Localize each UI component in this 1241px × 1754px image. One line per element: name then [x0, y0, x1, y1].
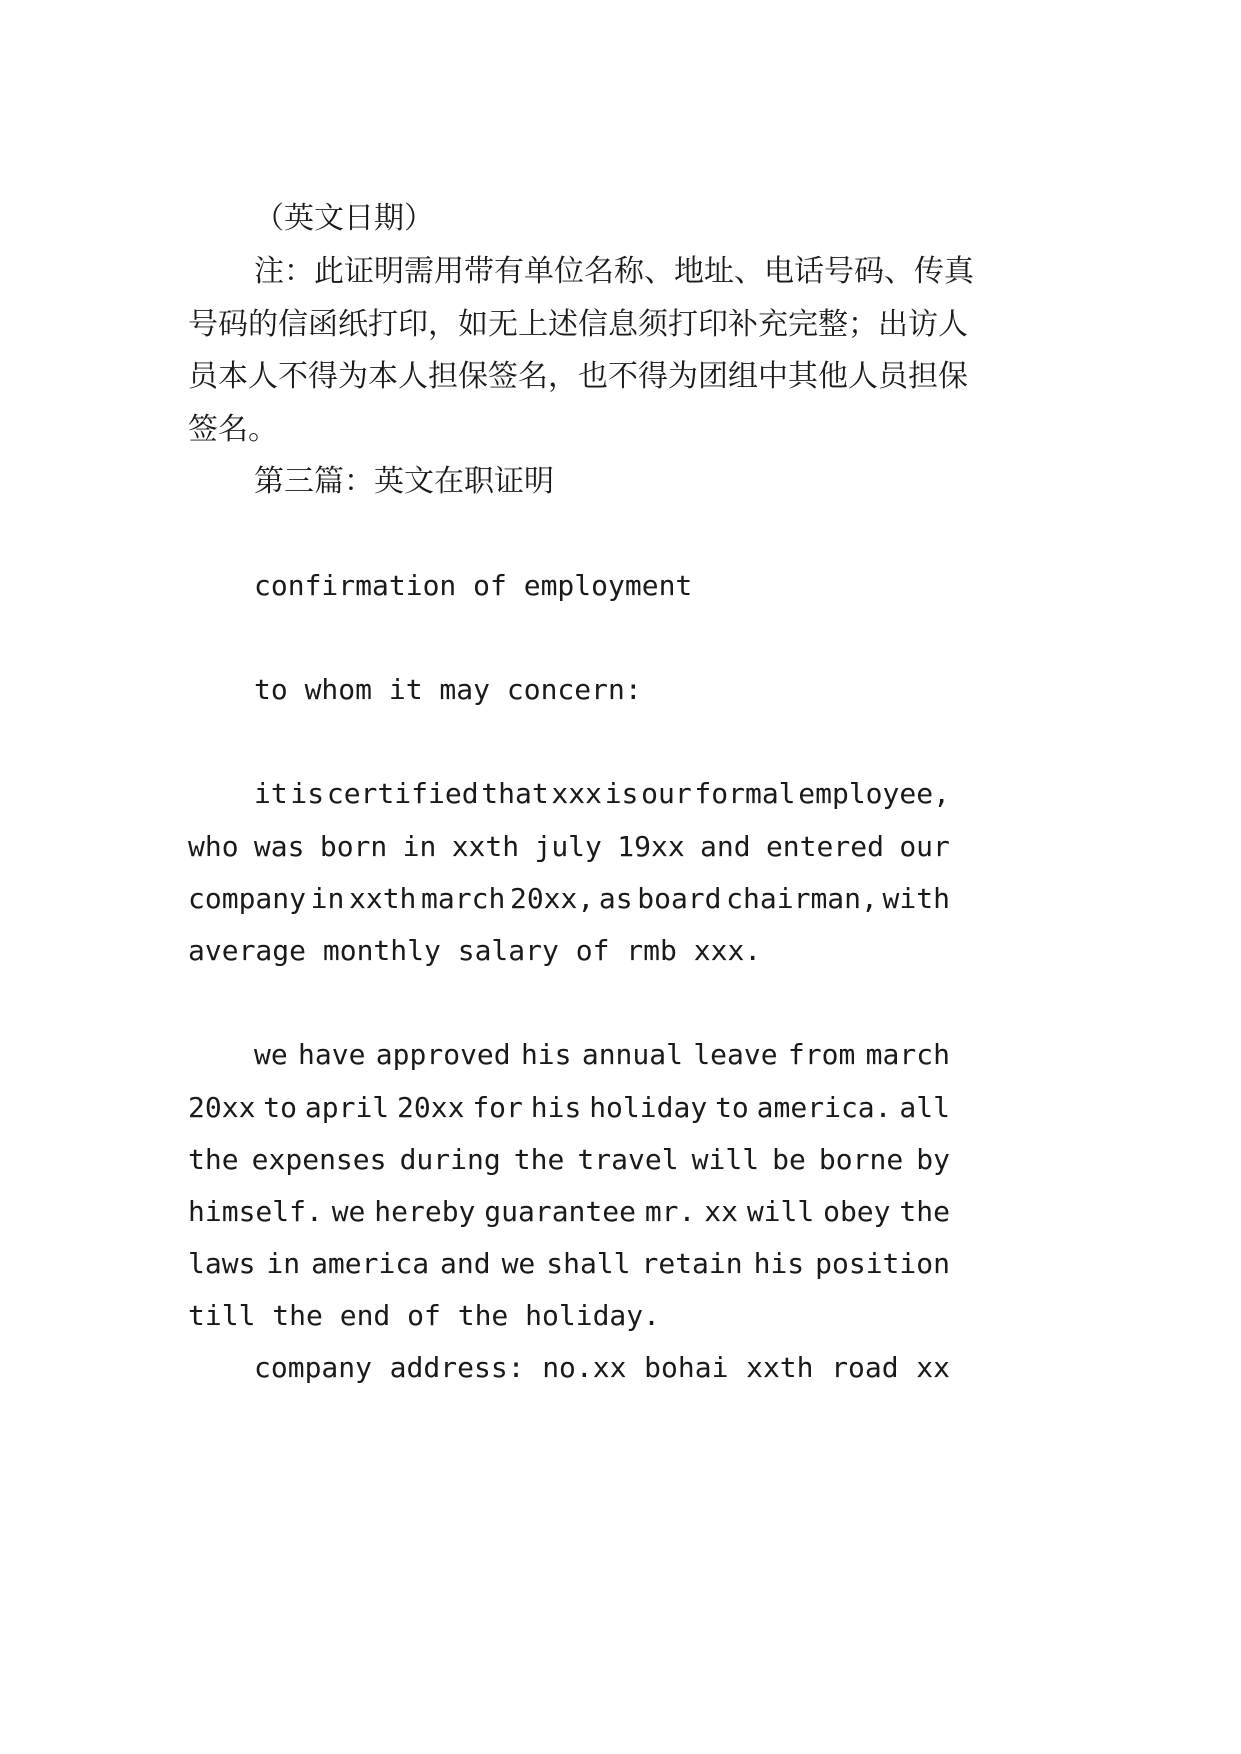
paragraph-text: we have approved his annual leave from march [254, 1038, 950, 1071]
note-text: 号 码 的 信 函 纸 打 印 ， 如 无 上 述 信 息 须 打 印 补 充 完 整 ； 出 访 人 [188, 307, 968, 342]
paragraph-1-line-3 [188, 870, 950, 928]
note-line-1 [254, 243, 974, 301]
paragraph-text: himself. we hereby guarantee mr. xx will obey the [188, 1195, 950, 1228]
paragraph-2-line-4 [188, 1183, 950, 1241]
paragraph-text: it is certified that xxx is our formal employee, [254, 777, 950, 810]
paragraph-text: company in xxth march 20xx, as board chairman, with [188, 882, 950, 915]
paragraph-2-line-1 [254, 1026, 950, 1084]
note-line-2 [188, 296, 968, 354]
paragraph-2-line-5 [188, 1235, 950, 1293]
note-text: 员 本 人 不 得 为 本 人 担 保 签 名 ， 也 不 得 为 团 组 中 其 他 人 员 担 保 [188, 359, 968, 394]
note-text: 注 ： 此 证 明 需 用 带 有 单 位 名 称 、 地 址 、 电 话 号 码 、 传 真 [254, 254, 974, 289]
paragraph-1-line-1 [254, 765, 950, 823]
paragraph-2-line-3 [188, 1131, 950, 1189]
address-text: company address: no.xx bohai xxth road xx [254, 1351, 950, 1384]
paragraph-text: laws in america and we shall retain his position [188, 1247, 950, 1280]
paragraph-text: the expenses during the travel will be borne by [188, 1143, 950, 1176]
paragraph-2-line-6: till the end of the holiday. [188, 1299, 661, 1332]
paragraph-1-line-4: average monthly salary of rmb xxx. [188, 934, 762, 967]
paragraph-text: who was born in xxth july 19xx and entered our [188, 830, 950, 863]
section-heading: 第三篇：英文在职证明 [254, 464, 554, 499]
date-note: （英文日期） [254, 201, 434, 236]
document-title: confirmation of employment [254, 569, 693, 602]
salutation: to whom it may concern: [254, 673, 642, 706]
note-line-3 [188, 348, 968, 406]
company-address-line [254, 1339, 950, 1397]
paragraph-text: 20xx to april 20xx for his holiday to america. all [188, 1091, 950, 1124]
paragraph-2-line-2 [188, 1079, 950, 1137]
paragraph-1-line-2 [188, 818, 950, 876]
note-line-4: 签名。 [188, 412, 278, 447]
